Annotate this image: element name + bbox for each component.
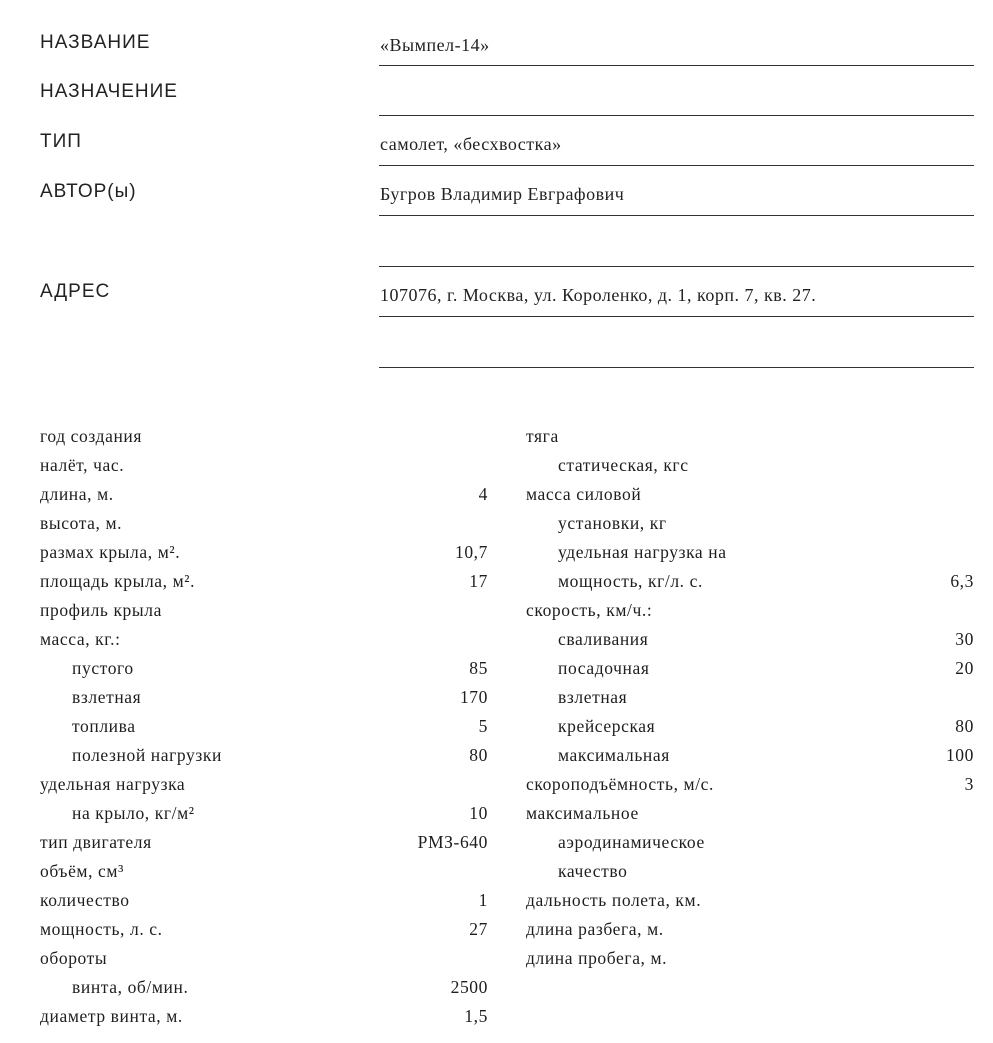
spec-value: 1,5 [464,1006,488,1026]
spec-row [526,509,974,538]
spec-row [526,857,974,886]
spec-label: взлетная [558,687,628,707]
spec-value: 27 [469,919,488,939]
name-value: «Вымпел-14» [380,35,490,55]
spec-row [526,654,974,683]
spec-row [40,509,488,538]
spec-label: топлива [72,716,136,736]
spec-label: тип двигателя [40,832,152,852]
spec-row [40,567,488,596]
spec-row [40,683,488,712]
spec-label: крейсерская [558,716,656,736]
specs-right-column [526,422,974,973]
spec-value: 5 [478,716,488,736]
spec-row [526,799,974,828]
specs-left-column [40,422,488,1031]
spec-label: тяга [526,426,559,446]
spec-label: максимальное [526,803,639,823]
spec-label: скороподъёмность, м/с. [526,774,715,794]
spec-row [526,828,974,857]
spec-label: объём, см³ [40,861,124,881]
spec-row [40,770,488,799]
spec-label: длина пробега, м. [526,948,668,968]
spec-label: год создания [40,426,143,446]
spec-label: полезной нагрузки [72,745,222,765]
spec-value: 10,7 [454,542,488,562]
spec-value: 3 [964,774,974,794]
spec-label: удельная нагрузка [40,774,186,794]
spec-label: количество [40,890,130,910]
author-label: АВТОР(ы) [40,181,137,202]
spec-row [40,828,488,857]
spec-label: диаметр винта, м. [40,1006,183,1026]
spec-row [526,422,974,451]
spec-value: 20 [955,658,974,678]
spec-label: на крыло, кг/м² [72,803,195,823]
spec-row [526,625,974,654]
spec-row [526,944,974,973]
spec-label: удельная нагрузка на [558,542,727,562]
spec-label: высота, м. [40,513,123,533]
spec-label: профиль крыла [40,600,162,620]
spec-row [40,538,488,567]
spec-row [526,451,974,480]
spec-label: мощность, л. с. [40,919,163,939]
spec-label: винта, об/мин. [72,977,189,997]
spec-row [526,683,974,712]
spec-label: масса силовой [526,484,642,504]
spec-row [40,596,488,625]
spec-label: площадь крыла, м². [40,571,196,591]
spec-label: аэродинамическое [558,832,705,852]
spec-row [40,451,488,480]
spec-label: взлетная [72,687,142,707]
purpose-label: НАЗНАЧЕНИЕ [40,81,178,102]
spec-value: 10 [469,803,488,823]
spec-row [526,915,974,944]
spec-label: статическая, кгс [558,455,689,475]
spec-value: РМЗ-640 [417,832,488,852]
spec-row [40,625,488,654]
spec-row [40,654,488,683]
type-label: ТИП [40,131,82,152]
author-value: Бугров Владимир Евграфович [380,184,625,204]
spec-row [526,886,974,915]
spec-value: 170 [459,687,488,707]
address-label: АДРЕС [40,281,111,302]
spec-label: масса, кг.: [40,629,121,649]
spec-label: налёт, час. [40,455,125,475]
spec-row [40,1002,488,1031]
spec-value: 17 [469,571,488,591]
name-underline [379,65,974,66]
spec-value: 30 [955,629,974,649]
spec-row [40,799,488,828]
author-underline [379,215,974,216]
spec-value: 80 [469,745,488,765]
spec-row [40,915,488,944]
spec-row [526,596,974,625]
spec-row [526,741,974,770]
purpose-underline [379,115,974,116]
spec-label: установки, кг [558,513,667,533]
author-underline-extra [379,266,974,267]
spec-row [526,480,974,509]
spec-label: мощность, кг/л. с. [558,571,703,591]
spec-label: посадочная [558,658,650,678]
name-label: НАЗВАНИЕ [40,32,151,53]
spec-label: длина разбега, м. [526,919,664,939]
spec-value: 1 [478,890,488,910]
spec-row [526,567,974,596]
spec-label: размах крыла, м². [40,542,181,562]
type-underline [379,165,974,166]
spec-label: пустого [72,658,134,678]
spec-label: сваливания [558,629,649,649]
spec-row [40,857,488,886]
spec-value: 2500 [450,977,488,997]
address-underline [379,316,974,317]
spec-row [40,422,488,451]
spec-row [526,770,974,799]
spec-row [40,741,488,770]
spec-row [40,712,488,741]
spec-row [40,886,488,915]
spec-label: обороты [40,948,108,968]
spec-row [40,944,488,973]
spec-label: дальность полета, км. [526,890,702,910]
spec-value: 4 [478,484,488,504]
spec-value: 6,3 [950,571,974,591]
spec-value: 100 [945,745,974,765]
spec-row [40,480,488,509]
spec-label: скорость, км/ч.: [526,600,653,620]
spec-label: качество [558,861,628,881]
spec-row [526,538,974,567]
spec-row [526,712,974,741]
spec-row [40,973,488,1002]
spec-value: 80 [955,716,974,736]
address-underline-extra [379,367,974,368]
spec-value: 85 [469,658,488,678]
type-value: самолет, «бесхвостка» [380,134,562,154]
spec-label: максимальная [558,745,670,765]
address-value: 107076, г. Москва, ул. Короленко, д. 1, корп. 7, кв. 27. [380,285,817,305]
spec-label: длина, м. [40,484,114,504]
